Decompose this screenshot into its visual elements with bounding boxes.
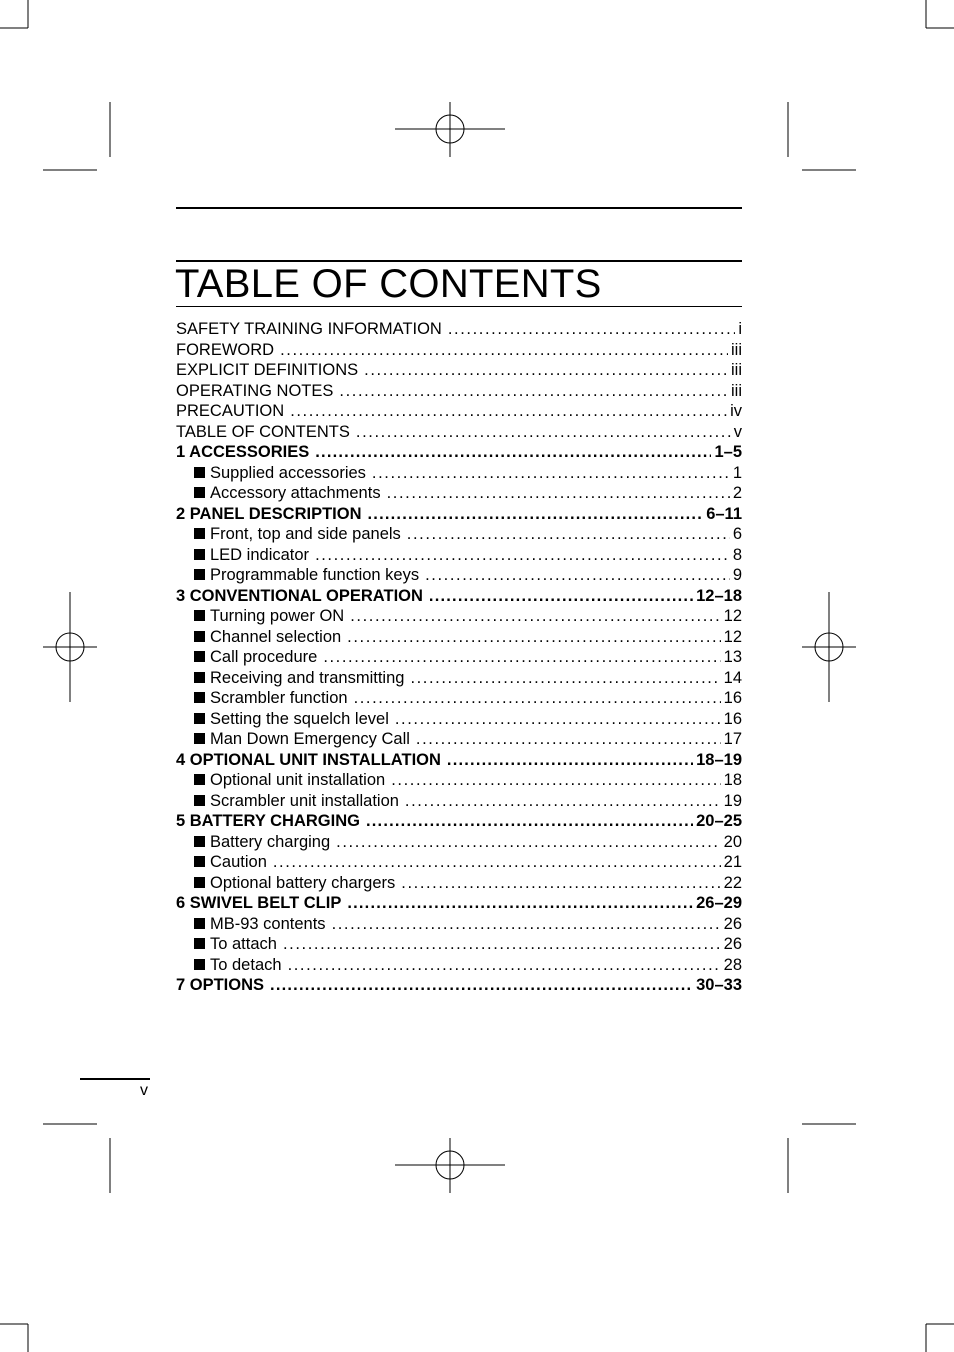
dot-leader (425, 565, 730, 586)
toc-entry-page: i (738, 320, 742, 338)
dot-leader (447, 750, 693, 771)
toc-entry-page: 6–11 (706, 504, 742, 523)
page-title: TABLE OF CONTENTS (175, 262, 602, 306)
toc-entry-label: Turning power ON (210, 607, 345, 625)
toc-entry-label: Receiving and transmitting (210, 668, 405, 687)
square-bullet-icon (194, 795, 205, 806)
dot-leader (347, 627, 720, 648)
toc-entry-page: 13 (723, 648, 742, 666)
dot-leader (315, 442, 711, 463)
toc-entry-label: Man Down Emergency Call (210, 730, 410, 748)
toc-front-entry[interactable] (176, 381, 742, 402)
toc-section-entry[interactable] (176, 647, 742, 668)
toc-entry-page: 1 (732, 463, 742, 482)
square-bullet-icon (194, 569, 205, 580)
toc-entry-page: 21 (723, 853, 742, 871)
toc-front-entry[interactable] (176, 360, 742, 381)
registration-target-left (43, 592, 97, 702)
toc-chapter-entry[interactable] (176, 750, 742, 771)
toc-entry-page: 12 (723, 627, 742, 646)
toc-entry-label: Optional unit installation (210, 771, 386, 789)
dot-leader (416, 729, 721, 750)
toc-section-entry[interactable] (176, 770, 742, 791)
toc-front-entry[interactable] (176, 422, 742, 443)
toc-entry-label: Battery charging (210, 832, 331, 851)
toc-section-entry[interactable] (176, 524, 742, 545)
square-bullet-icon (194, 713, 205, 724)
toc-entry-page: 28 (723, 955, 742, 974)
toc-entry-label: Call procedure (210, 648, 318, 666)
toc-entry-page: 12–18 (696, 586, 742, 605)
toc-entry-label: Setting the squelch level (210, 709, 389, 728)
square-bullet-icon (194, 692, 205, 703)
registration-target-top (395, 102, 505, 157)
dot-leader (387, 483, 730, 504)
toc-entry-label: 3 CONVENTIONAL OPERATION (176, 586, 423, 605)
toc-entry-label: 2 PANEL DESCRIPTION (176, 504, 362, 523)
table-of-contents (176, 319, 742, 996)
toc-entry-page: 22 (723, 873, 742, 892)
toc-entry-label: To attach (210, 935, 277, 953)
dot-leader (323, 647, 720, 668)
toc-entry-label: Channel selection (210, 627, 342, 646)
square-bullet-icon (194, 549, 205, 560)
toc-entry-label: Front, top and side panels (210, 525, 401, 543)
toc-entry-page: 19 (723, 791, 742, 810)
toc-front-entry[interactable] (176, 319, 742, 340)
toc-section-entry[interactable] (176, 791, 742, 812)
square-bullet-icon (194, 836, 205, 847)
toc-section-entry[interactable] (176, 668, 742, 689)
dot-leader (273, 852, 721, 873)
toc-entry-page: 8 (732, 545, 742, 564)
toc-entry-page: 18–19 (696, 750, 742, 769)
square-bullet-icon (194, 610, 205, 621)
toc-entry-label: 6 SWIVEL BELT CLIP (176, 894, 342, 912)
toc-entry-page: 30–33 (696, 976, 742, 994)
dot-leader (405, 791, 721, 812)
toc-entry-label: SAFETY TRAINING INFORMATION (176, 320, 442, 338)
toc-entry-label: FOREWORD (176, 340, 275, 359)
square-bullet-icon (194, 918, 205, 929)
toc-chapter-entry[interactable] (176, 893, 742, 914)
toc-section-entry[interactable] (176, 606, 742, 627)
footer-rule (80, 1078, 150, 1080)
toc-entry-label: TABLE OF CONTENTS (176, 422, 350, 441)
toc-entry-page: 26 (723, 935, 742, 953)
dot-leader (401, 873, 720, 894)
dot-leader (356, 422, 731, 443)
toc-entry-label: 4 OPTIONAL UNIT INSTALLATION (176, 750, 441, 769)
dot-leader (283, 934, 721, 955)
toc-section-entry[interactable] (176, 955, 742, 976)
toc-section-entry[interactable] (176, 914, 742, 935)
toc-section-entry[interactable] (176, 852, 742, 873)
toc-entry-label: 7 OPTIONS (176, 976, 265, 994)
toc-entry-page: 9 (732, 566, 742, 584)
toc-chapter-entry[interactable] (176, 586, 742, 607)
toc-entry-label: Caution (210, 853, 267, 871)
registration-target-right (802, 592, 856, 702)
square-bullet-icon (194, 959, 205, 970)
toc-entry-label: Scrambler function (210, 689, 348, 707)
toc-section-entry[interactable] (176, 709, 742, 730)
dot-leader (288, 955, 721, 976)
toc-chapter-entry[interactable] (176, 975, 742, 996)
toc-entry-page: iii (731, 361, 742, 379)
dot-leader (290, 401, 727, 422)
dot-leader (332, 914, 721, 935)
toc-chapter-entry[interactable] (176, 811, 742, 832)
toc-entry-label: 5 BATTERY CHARGING (176, 812, 360, 830)
toc-section-entry[interactable] (176, 873, 742, 894)
registration-target-bottom (395, 1138, 505, 1193)
square-bullet-icon (194, 672, 205, 683)
toc-section-entry[interactable] (176, 729, 742, 750)
toc-entry-page: iii (731, 381, 742, 400)
toc-entry-page: 12 (723, 607, 742, 625)
dot-leader (270, 975, 693, 996)
square-bullet-icon (194, 938, 205, 949)
toc-section-entry[interactable] (176, 934, 742, 955)
dot-leader (368, 504, 704, 525)
dot-leader (354, 688, 721, 709)
dot-leader (407, 524, 730, 545)
dot-leader (350, 606, 720, 627)
toc-chapter-entry[interactable] (176, 504, 742, 525)
dot-leader (336, 832, 720, 853)
toc-entry-page: 20 (723, 832, 742, 851)
toc-section-entry[interactable] (176, 627, 742, 648)
toc-entry-page: 26 (723, 914, 742, 933)
dot-leader (364, 360, 728, 381)
dot-leader (366, 811, 693, 832)
square-bullet-icon (194, 856, 205, 867)
toc-entry-page: v (733, 422, 742, 441)
page-number: v (140, 1082, 148, 1099)
dot-leader (339, 381, 728, 402)
toc-entry-page: 1–5 (714, 443, 742, 461)
toc-entry-label: EXPLICIT DEFINITIONS (176, 361, 359, 379)
toc-front-entry[interactable] (176, 401, 742, 422)
toc-entry-label: Scrambler unit installation (210, 791, 399, 810)
toc-entry-page: 17 (723, 730, 742, 748)
toc-entry-page: 2 (732, 484, 742, 502)
toc-entry-page: iii (731, 340, 742, 359)
toc-entry-page: 20–25 (696, 812, 742, 830)
toc-section-entry[interactable] (176, 483, 742, 504)
toc-entry-label: Programmable function keys (210, 566, 420, 584)
toc-entry-label: To detach (210, 955, 282, 974)
toc-entry-label: Supplied accessories (210, 463, 366, 482)
toc-front-entry[interactable] (176, 340, 742, 361)
toc-entry-label: MB-93 contents (210, 914, 326, 933)
dot-leader (410, 668, 720, 689)
toc-section-entry[interactable] (176, 688, 742, 709)
toc-section-entry[interactable] (176, 832, 742, 853)
square-bullet-icon (194, 631, 205, 642)
toc-section-entry[interactable] (176, 463, 742, 484)
square-bullet-icon (194, 528, 205, 539)
dot-leader (347, 893, 693, 914)
toc-section-entry[interactable] (176, 565, 742, 586)
dot-leader (395, 709, 721, 730)
toc-entry-label: OPERATING NOTES (176, 381, 334, 400)
toc-entry-label: LED indicator (210, 545, 310, 564)
toc-entry-label: Optional battery chargers (210, 873, 396, 892)
toc-entry-page: 6 (732, 525, 742, 543)
toc-section-entry[interactable] (176, 545, 742, 566)
square-bullet-icon (194, 774, 205, 785)
dot-leader (391, 770, 720, 791)
toc-chapter-entry[interactable] (176, 442, 742, 463)
dot-leader (448, 319, 735, 340)
toc-entry-page: 16 (723, 689, 742, 707)
dot-leader (372, 463, 730, 484)
toc-entry-label: PRECAUTION (176, 402, 285, 420)
toc-entry-page: iv (730, 402, 742, 420)
toc-entry-label: Accessory attachments (210, 484, 381, 502)
title-rule-bottom (176, 306, 742, 307)
toc-entry-label: 1 ACCESSORIES (176, 443, 310, 461)
square-bullet-icon (194, 487, 205, 498)
square-bullet-icon (194, 651, 205, 662)
dot-leader (429, 586, 693, 607)
dot-leader (315, 545, 730, 566)
dot-leader (280, 340, 728, 361)
header-rule (176, 207, 742, 209)
toc-entry-page: 26–29 (696, 894, 742, 912)
square-bullet-icon (194, 877, 205, 888)
toc-entry-page: 14 (723, 668, 742, 687)
toc-entry-page: 16 (723, 709, 742, 728)
square-bullet-icon (194, 733, 205, 744)
toc-entry-page: 18 (723, 771, 742, 789)
square-bullet-icon (194, 467, 205, 478)
